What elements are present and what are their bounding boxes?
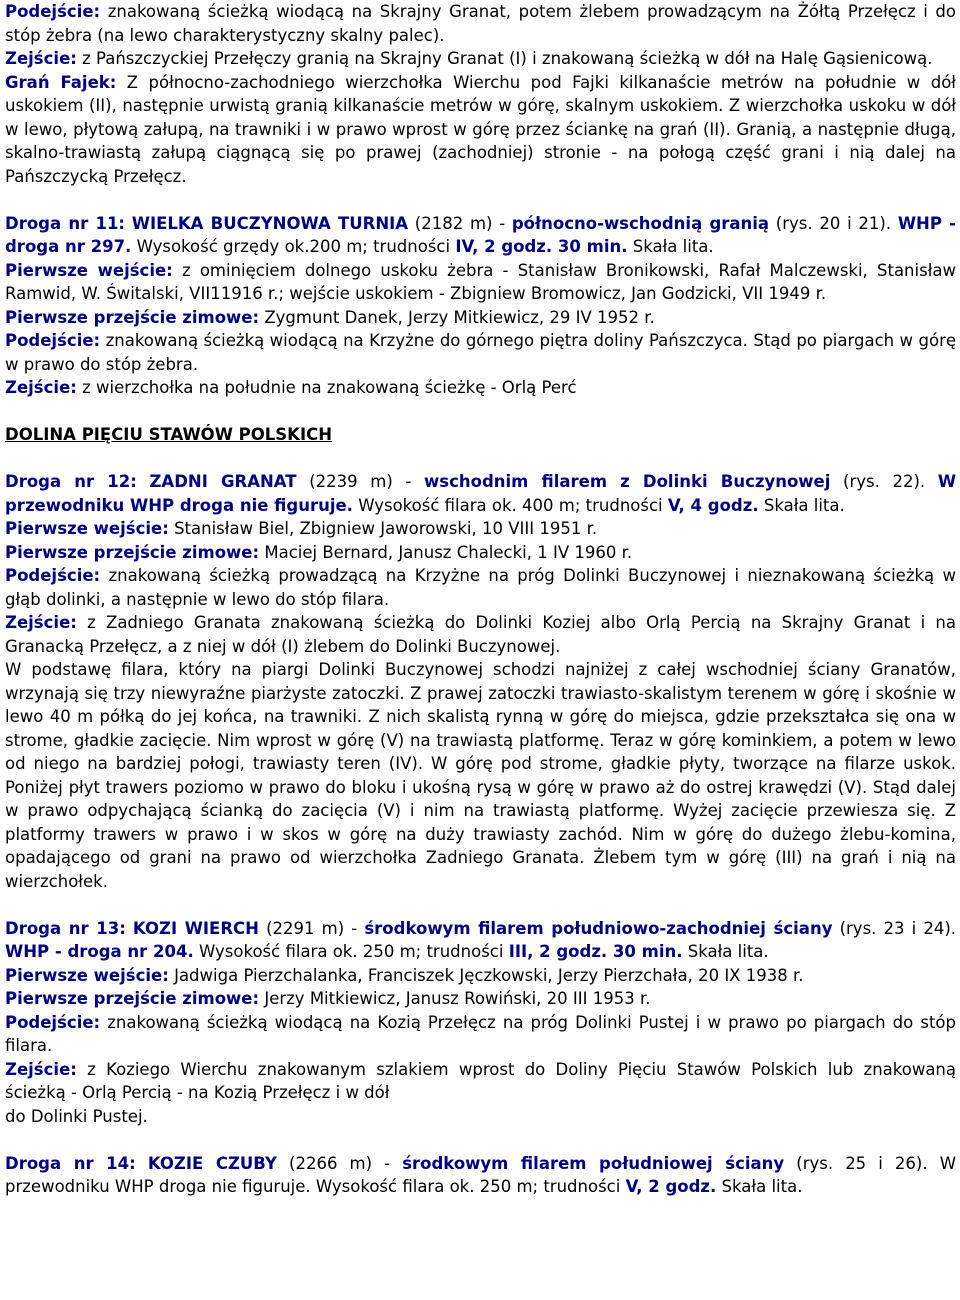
descent [5,1058,956,1105]
figure-ref: (rys. 20 i 21). [775,213,892,233]
figure-ref: (rys. 23 i 24). [839,918,957,938]
label: Zejście: [5,1059,77,1079]
route-name: środkowym filarem południowo-zachodniej ściany [364,918,833,938]
label: Pierwsze wejście: [5,519,169,538]
peak-name: ZADNI GRANAT [149,472,297,491]
text: znakowaną ścieżką wiodącą na Skrajny Granat, potem żlebem prowadzącym na Żółtą Przełęcz i do stóp żebra (na lewo charakterystyczny skalny palec). [5,2,956,45]
text: Jerzy Mitkiewicz, Janusz Rowiński, 20 III 1953 r. [264,989,651,1008]
difficulty: III, 2 godz. 30 min. [508,942,683,961]
altitude: (2239 m) - [309,472,412,491]
label: Grań Fajek: [5,72,117,92]
descent [5,376,956,400]
section-heading: DOLINA PIĘCIU STAWÓW POLSKICH [5,425,333,444]
ridge-paragraph [5,71,956,189]
descent-paragraph [5,47,956,71]
route-number: Droga nr 14: [5,1153,136,1173]
route-name: środkowym filarem południowej ściany [402,1153,785,1173]
spacer [5,893,956,917]
approach [5,564,956,611]
difficulty: V, 2 godz. [625,1177,717,1196]
approach [5,329,956,376]
descent-continued: do Dolinki Pustej. [5,1106,148,1126]
label: Zejście: [5,378,77,397]
difficulty: V, 4 godz. [667,495,759,515]
approach-paragraph [5,0,956,47]
first-ascent [5,259,956,306]
label: Pierwsze przejście zimowe: [5,307,260,327]
first-ascent [5,517,956,541]
altitude: (2291 m) - [266,918,358,938]
whp-ref: WHP - droga nr 204. [5,942,194,961]
spacer [5,447,956,471]
label: Zejście: [5,613,77,632]
label: Zejście: [5,49,77,68]
route-14-header [5,1152,956,1199]
spacer [5,188,956,212]
label: Podejście: [5,1012,101,1032]
height-text: Wysokość filara ok. 400 m; trudności [358,495,663,515]
label: Podejście: [5,2,101,21]
first-winter [5,987,956,1011]
text: Zygmunt Danek, Jerzy Mitkiewicz, 29 IV 1952 r. [264,307,655,327]
label: Podejście: [5,566,101,585]
route-11-header [5,212,956,259]
text: znakowaną ścieżką wiodącą na Krzyżne do górnego piętra doliny Pańszczyca. Stąd po piargach w górę w prawo do stóp żebra. [5,331,957,374]
route-name: wschodnim filarem z Dolinki Buczynowej [424,472,831,491]
label: Pierwsze przejście zimowe: [5,989,260,1008]
figure-ref: (rys. 25 i 26). W przewodniku WHP droga nie figuruje. Wysokość filara ok. 250 m; trudności [5,1153,957,1196]
first-winter [5,306,956,330]
peak-name: WIELKA BUCZYNOWA TURNIA [131,213,409,233]
text: z Pańszczyckiej Przełęczy granią na Skrajny Granat (I) i znakowaną ścieżką w dół na Halę Gąsienicową. [82,49,933,68]
text: znakowaną ścieżką wiodącą na Kozią Przełęcz na próg Dolinki Pustej i w prawo po piargach do stóp filara. [5,1012,956,1055]
text: z ominięciem dolnego uskoku żebra - Stanisław Bronikowski, Rafał Malczewski, Stanisław Ramwid, W. Świtalski, VII11916 r.; wejście uskokiem - Zbigniew Bromowicz, Jan Godzicki, VII 1949 r. [5,260,956,303]
text: Jadwiga Pierzchalanka, Franciszek Jęczkowski, Jerzy Pierzchała, 20 IX 1938 r. [174,965,804,985]
label: Pierwsze przejście zimowe: [5,542,260,562]
whp-ref: W przewodniku WHP droga nie figuruje. [5,472,957,515]
text: Z północno-zachodniego wierzchołka Wierchu pod Fajki kilkanaście metrów na południe w dół uskokiem (II), następnie urwistą granią kilkanaście metrów w górę, skalnym uskokiem. Z wierzchołka uskoku w dół w lewo, płytową załupą, na trawniki i w prawo wprost w górę przez ściankę na grań (II). Granią, a następnie długą, skalno-trawiastą załupą ciągnącą się po prawej (zachodniej) stronie - na połogą część grani i nią dalej na Pańszczycką Przełęcz. [5,72,956,186]
text: Maciej Bernard, Janusz Chalecki, 1 IV 1960 r. [264,542,633,562]
spacer [5,400,956,424]
route-description: W podstawę filara, który na piargi Dolinki Buczynowej schodzi najniżej z całej wschodniej ściany Granatów, wrzynają się trzy niewyraźne piarżyste zatoczki. Z prawej zatoczki trawiasto-skalistym terenem w górę i skośnie w lewo 40 m półką do jej końca, na trawniki. Z nich skalistą rynną w górę do miejsca, gdzie przekształca się ona w strome, gładkie zacięcie. Nim wprost w górę (V) na trawiastą platformę. Teraz w górę kominkiem, a potem w lewo od niego na bardziej połogi, trawiasty teren (IV). W górę pod strome, gładkie płyty, tworzące na filarze uskok. Poniżej płyt trawers poziomo w prawo do bloku i ukośną rysą w górę w prawo aż do ostrej krawędzi (V). Stąd dalej w prawo odpychającą ścianką do zacięcia (V) i nim na trawiastą platformę. Wyżej zacięcie przewiesza się. Z platformy trawers w prawo i w skos w górę na duży trawiasty zachód. Nim w górę do dużego żlebu-komina, opadającego od grani na prawo od wierzchołka Zadniego Granata. Żlebem tym w górę (III) na grań i nią na wierzchołek. [5,660,956,891]
route-12-header [5,470,956,517]
route-number: Droga nr 11: [5,213,126,233]
text: z wierzchołka na południe na znakowaną ścieżkę - Orlą Perć [82,378,577,397]
difficulty: IV, 2 godz. 30 min. [455,237,628,256]
whp-ref: WHP - droga nr 297. [5,213,956,256]
route-13-header [5,917,956,964]
altitude: (2182 m) - [414,213,506,233]
descent [5,611,956,658]
height-text: Wysokość filara ok. 250 m; trudności [199,942,504,961]
altitude: (2266 m) - [289,1153,391,1173]
text: z Zadniego Granata znakowaną ścieżką do Dolinki Koziej albo Orlą Percią na Skrajny Granat i na Granacką Przełęcz, a z niej w dół (I) żlebem do Dolinki Buczynowej. [5,613,956,656]
peak-name: KOZIE CZUBY [147,1153,277,1173]
label: Podejście: [5,331,101,350]
figure-ref: (rys. 22). [843,472,926,491]
first-winter [5,541,956,565]
first-ascent [5,964,956,988]
text: znakowaną ścieżką prowadzącą na Krzyżne na próg Dolinki Buczynowej i nieznakowaną ścieżką w głąb dolinki, a następnie w lewo do stóp filara. [5,566,956,609]
peak-name: KOZI WIERCH [132,918,259,938]
label: Pierwsze wejście: [5,260,173,280]
route-number: Droga nr 12: [5,472,137,491]
rock-note: Skała lita. [632,237,714,256]
approach [5,1011,956,1058]
height-text: Wysokość grzędy ok.200 m; trudności [136,237,451,256]
text: Stanisław Biel, Zbigniew Jaworowski, 10 VIII 1951 r. [174,519,598,538]
rock-note: Skała lita. [687,942,769,961]
label: Pierwsze wejście: [5,965,169,985]
text: z Koziego Wierchu znakowanym szlakiem wprost do Doliny Pięciu Stawów Polskich lub znakowaną ścieżką - Orlą Percią - na Kozią Przełęcz i w dół [5,1059,956,1102]
spacer [5,1128,956,1152]
rock-note: Skała lita. [763,495,845,515]
route-number: Droga nr 13: [5,918,126,938]
route-name: północno-wschodnią granią [511,213,770,233]
rock-note: Skała lita. [721,1177,803,1196]
